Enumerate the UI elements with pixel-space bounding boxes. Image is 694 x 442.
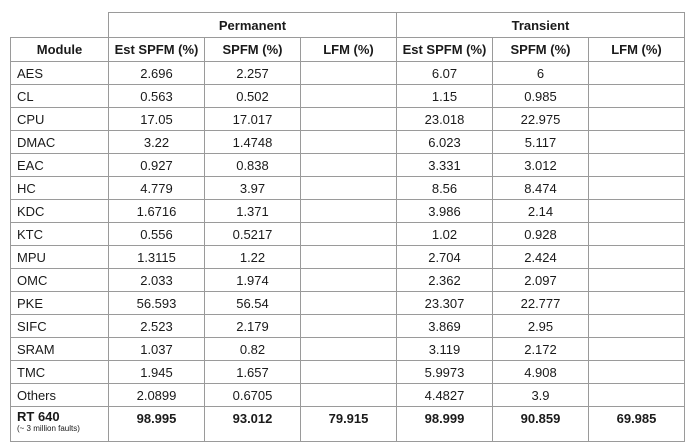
perm-lfm-cell: [301, 131, 397, 154]
table-row: [11, 269, 685, 292]
table-row: [11, 246, 685, 269]
perm-est-spfm-cell: 4.779: [109, 177, 205, 200]
trans-spfm-cell: 4.908: [493, 361, 589, 384]
module-cell: SIFC: [11, 315, 109, 338]
module-cell: CL: [11, 85, 109, 108]
perm-spfm-cell: 56.54: [205, 292, 301, 315]
perm-est-spfm-cell: 1.6716: [109, 200, 205, 223]
total-perm-lfm: 79.915: [301, 407, 397, 442]
perm-spfm-header: SPFM (%): [205, 38, 301, 62]
total-module-cell: [11, 407, 109, 442]
trans-est-spfm-cell: 3.869: [397, 315, 493, 338]
total-row: [11, 407, 685, 442]
trans-lfm-cell: [589, 200, 685, 223]
trans-lfm-cell: [589, 269, 685, 292]
perm-est-spfm-cell: 17.05: [109, 108, 205, 131]
trans-est-spfm-cell: 3.119: [397, 338, 493, 361]
column-header-row: [11, 38, 685, 62]
trans-est-spfm-cell: 6.07: [397, 62, 493, 85]
table-row: [11, 131, 685, 154]
table-row: [11, 177, 685, 200]
trans-spfm-cell: 2.172: [493, 338, 589, 361]
trans-est-spfm-cell: 5.9973: [397, 361, 493, 384]
perm-spfm-cell: 1.657: [205, 361, 301, 384]
perm-est-spfm-cell: 2.523: [109, 315, 205, 338]
perm-lfm-cell: [301, 269, 397, 292]
perm-lfm-cell: [301, 177, 397, 200]
perm-lfm-cell: [301, 85, 397, 108]
module-cell: EAC: [11, 154, 109, 177]
module-cell: DMAC: [11, 131, 109, 154]
perm-est-spfm-cell: 0.563: [109, 85, 205, 108]
module-cell: OMC: [11, 269, 109, 292]
perm-spfm-cell: 0.838: [205, 154, 301, 177]
permanent-group-header: Permanent: [109, 13, 397, 38]
module-cell: Others: [11, 384, 109, 407]
perm-spfm-cell: 0.502: [205, 85, 301, 108]
perm-est-spfm-cell: 1.945: [109, 361, 205, 384]
trans-lfm-cell: [589, 384, 685, 407]
trans-lfm-cell: [589, 177, 685, 200]
module-cell: KTC: [11, 223, 109, 246]
perm-lfm-cell: [301, 338, 397, 361]
perm-spfm-cell: 2.257: [205, 62, 301, 85]
perm-lfm-cell: [301, 384, 397, 407]
trans-spfm-cell: 0.985: [493, 85, 589, 108]
perm-est-spfm-cell: 3.22: [109, 131, 205, 154]
trans-spfm-cell: 2.424: [493, 246, 589, 269]
perm-est-spfm-cell: 0.556: [109, 223, 205, 246]
trans-lfm-cell: [589, 361, 685, 384]
trans-lfm-cell: [589, 131, 685, 154]
perm-spfm-cell: 2.179: [205, 315, 301, 338]
perm-est-spfm-cell: 0.927: [109, 154, 205, 177]
perm-est-spfm-cell: 2.033: [109, 269, 205, 292]
module-cell: MPU: [11, 246, 109, 269]
trans-lfm-header: LFM (%): [589, 38, 685, 62]
module-cell: SRAM: [11, 338, 109, 361]
module-cell: TMC: [11, 361, 109, 384]
trans-spfm-cell: 22.777: [493, 292, 589, 315]
trans-est-spfm-cell: 1.15: [397, 85, 493, 108]
module-cell: KDC: [11, 200, 109, 223]
trans-est-spfm-cell: 6.023: [397, 131, 493, 154]
trans-est-spfm-cell: 3.331: [397, 154, 493, 177]
trans-spfm-cell: 3.9: [493, 384, 589, 407]
table-row: [11, 315, 685, 338]
total-perm-est-spfm: 98.995: [109, 407, 205, 442]
trans-est-spfm-cell: 8.56: [397, 177, 493, 200]
perm-lfm-cell: [301, 154, 397, 177]
perm-spfm-cell: 0.6705: [205, 384, 301, 407]
total-trans-lfm: 69.985: [589, 407, 685, 442]
total-trans-spfm: 90.859: [493, 407, 589, 442]
table-row: [11, 85, 685, 108]
perm-lfm-header: LFM (%): [301, 38, 397, 62]
trans-lfm-cell: [589, 338, 685, 361]
perm-est-spfm-cell: 56.593: [109, 292, 205, 315]
table-row: [11, 292, 685, 315]
perm-lfm-cell: [301, 200, 397, 223]
transient-group-header: Transient: [397, 13, 685, 38]
trans-spfm-cell: 5.117: [493, 131, 589, 154]
corner-cell: [11, 13, 109, 38]
table-row: [11, 108, 685, 131]
perm-lfm-cell: [301, 108, 397, 131]
module-column-header: Module: [11, 38, 109, 62]
perm-lfm-cell: [301, 361, 397, 384]
perm-spfm-cell: 0.5217: [205, 223, 301, 246]
trans-lfm-cell: [589, 223, 685, 246]
trans-lfm-cell: [589, 246, 685, 269]
total-module-label: RT 640: [17, 409, 60, 424]
trans-est-spfm-cell: 2.362: [397, 269, 493, 292]
perm-spfm-cell: 1.22: [205, 246, 301, 269]
module-cell: AES: [11, 62, 109, 85]
table-row: [11, 338, 685, 361]
perm-est-spfm-header: Est SPFM (%): [109, 38, 205, 62]
trans-est-spfm-cell: 2.704: [397, 246, 493, 269]
trans-spfm-cell: 2.14: [493, 200, 589, 223]
perm-lfm-cell: [301, 223, 397, 246]
trans-est-spfm-cell: 23.018: [397, 108, 493, 131]
results-table-container: [10, 12, 685, 442]
perm-est-spfm-cell: 2.0899: [109, 384, 205, 407]
table-row: [11, 200, 685, 223]
module-cell: HC: [11, 177, 109, 200]
trans-est-spfm-cell: 3.986: [397, 200, 493, 223]
perm-lfm-cell: [301, 315, 397, 338]
trans-lfm-cell: [589, 62, 685, 85]
trans-spfm-cell: 3.012: [493, 154, 589, 177]
table-row: [11, 223, 685, 246]
trans-spfm-cell: 2.95: [493, 315, 589, 338]
perm-lfm-cell: [301, 246, 397, 269]
perm-lfm-cell: [301, 62, 397, 85]
total-perm-spfm: 93.012: [205, 407, 301, 442]
total-trans-est-spfm: 98.999: [397, 407, 493, 442]
trans-spfm-cell: 6: [493, 62, 589, 85]
trans-lfm-cell: [589, 154, 685, 177]
perm-spfm-cell: 17.017: [205, 108, 301, 131]
table-row: [11, 384, 685, 407]
perm-spfm-cell: 1.371: [205, 200, 301, 223]
perm-lfm-cell: [301, 292, 397, 315]
trans-est-spfm-cell: 1.02: [397, 223, 493, 246]
perm-spfm-cell: 0.82: [205, 338, 301, 361]
trans-spfm-cell: 2.097: [493, 269, 589, 292]
perm-spfm-cell: 3.97: [205, 177, 301, 200]
table-body: [11, 62, 685, 442]
perm-spfm-cell: 1.974: [205, 269, 301, 292]
trans-spfm-header: SPFM (%): [493, 38, 589, 62]
table-row: [11, 361, 685, 384]
trans-lfm-cell: [589, 108, 685, 131]
perm-est-spfm-cell: 1.037: [109, 338, 205, 361]
trans-spfm-cell: 8.474: [493, 177, 589, 200]
trans-spfm-cell: 0.928: [493, 223, 589, 246]
trans-spfm-cell: 22.975: [493, 108, 589, 131]
module-cell: PKE: [11, 292, 109, 315]
trans-est-spfm-header: Est SPFM (%): [397, 38, 493, 62]
trans-lfm-cell: [589, 85, 685, 108]
perm-spfm-cell: 1.4748: [205, 131, 301, 154]
trans-lfm-cell: [589, 292, 685, 315]
table-row: [11, 62, 685, 85]
fault-metrics-table: [10, 12, 685, 442]
table-row: [11, 154, 685, 177]
module-cell: CPU: [11, 108, 109, 131]
trans-est-spfm-cell: 23.307: [397, 292, 493, 315]
perm-est-spfm-cell: 2.696: [109, 62, 205, 85]
total-module-note: (~ 3 million faults): [17, 424, 80, 433]
group-header-row: [11, 13, 685, 38]
perm-est-spfm-cell: 1.3115: [109, 246, 205, 269]
trans-est-spfm-cell: 4.4827: [397, 384, 493, 407]
trans-lfm-cell: [589, 315, 685, 338]
